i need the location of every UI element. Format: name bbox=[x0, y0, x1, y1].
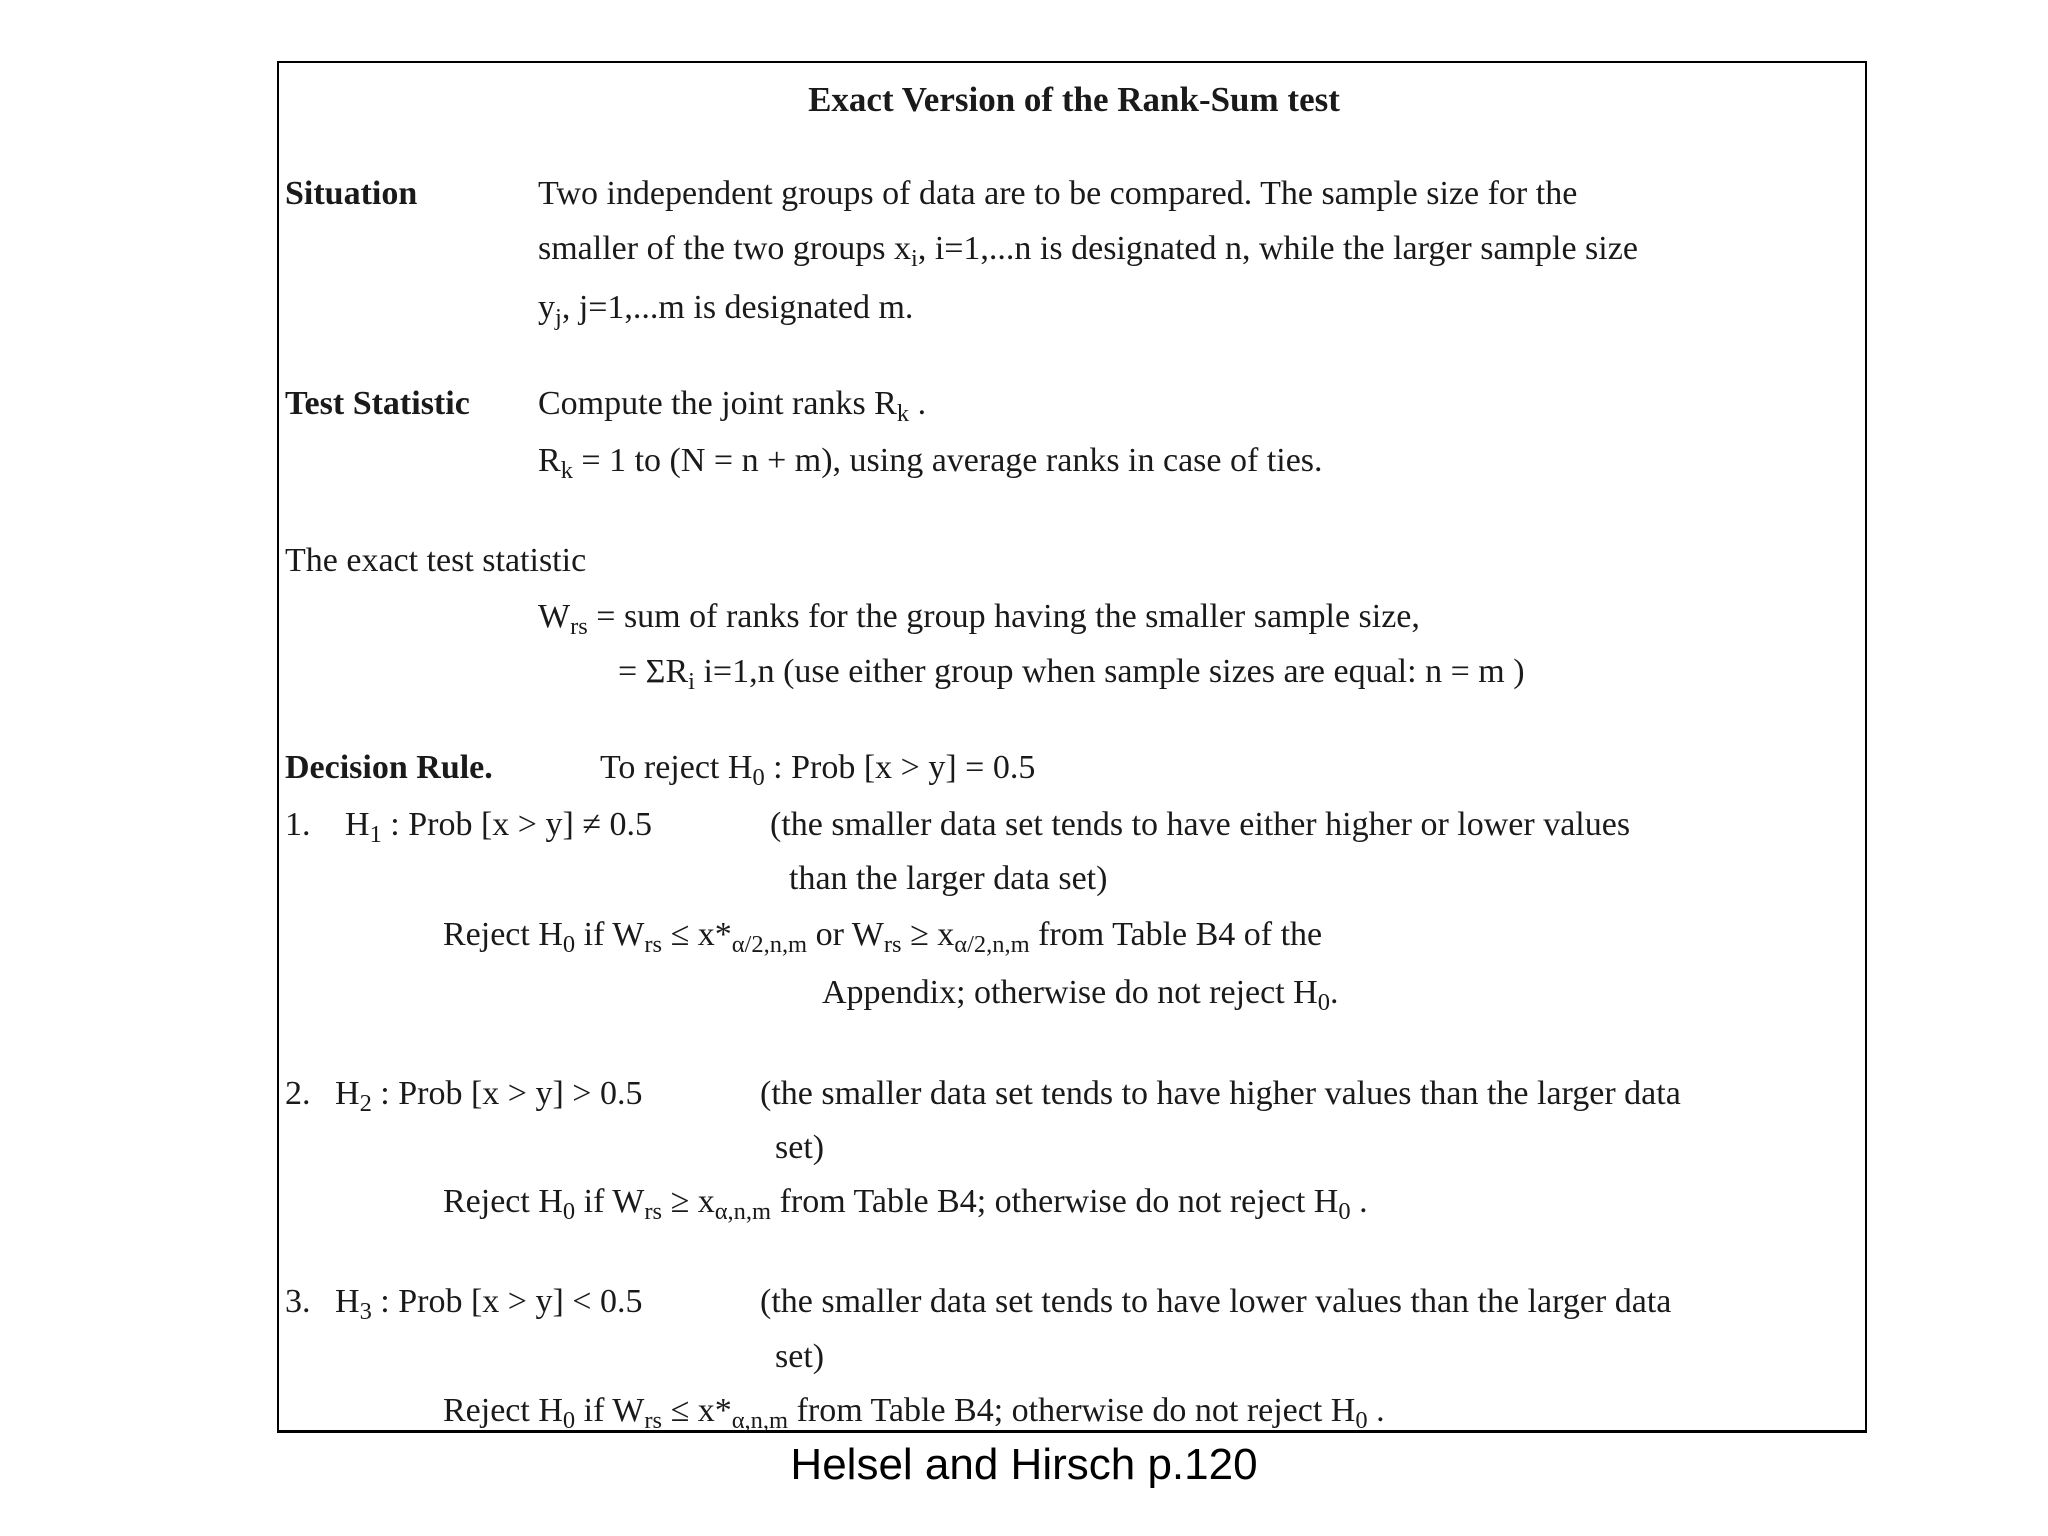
h2-number: 2. bbox=[285, 1075, 311, 1112]
test-statistic-line-1: Compute the joint ranks $R_k$ . bbox=[538, 385, 927, 427]
exact-statistic-label: The exact test statistic bbox=[285, 542, 587, 579]
test-statistic-line-2: $R_k = 1$ to (N = n + m), using average ranks in case of ties. bbox=[538, 442, 1323, 484]
wrs-definition-line: $W_{rs}$ = sum of ranks for the group having the smaller sample size, bbox=[538, 598, 1420, 640]
decision-rule-label: Decision Rule. bbox=[285, 749, 493, 786]
h1-reject-line: Reject $H_0$ if $W_{rs} \le x*_{\alpha/2,n,m}$ or $W_{rs} \ge x_{\alpha/2,n,m}$ from Table B4 of the bbox=[443, 916, 1323, 958]
h3-condition: $H_3$ : Prob [x > y] < 0.5 bbox=[335, 1283, 643, 1325]
h1-number: 1. bbox=[285, 806, 311, 843]
situation-line-1: Two independent groups of data are to be compared. The sample size for the bbox=[538, 175, 1578, 212]
h3-reject-line: Reject $H_0$ if $W_{rs} \le x*_{\alpha,n,m}$ from Table B4; otherwise do not reject $H_0$ . bbox=[443, 1392, 1385, 1434]
h1-description-1: (the smaller data set tends to have either higher or lower values bbox=[770, 806, 1631, 843]
h1-description-2: than the larger data set) bbox=[789, 860, 1108, 897]
h2-reject-line: Reject $H_0$ if $W_{rs} \ge x_{\alpha,n,m}$ from Table B4; otherwise do not reject $H_0$ . bbox=[443, 1183, 1368, 1225]
situation-label: Situation bbox=[285, 175, 418, 212]
h1-condition: $H_1$ : Prob [x > y] ≠ 0.5 bbox=[345, 806, 652, 848]
h2-condition: $H_2$ : Prob [x > y] > 0.5 bbox=[335, 1075, 643, 1117]
decision-null-hypothesis: To reject $H_0$ : Prob [x > y] = 0.5 bbox=[600, 749, 1036, 791]
wrs-sum-line: = $\Sigma R_i$ i=1,n (use either group when sample sizes are equal: n = m ) bbox=[618, 653, 1525, 695]
box-title: Exact Version of the Rank-Sum test bbox=[808, 80, 1340, 119]
test-statistic-label: Test Statistic bbox=[285, 385, 470, 422]
source-caption: Helsel and Hirsch p.120 bbox=[790, 1440, 1258, 1489]
h3-description-2: set) bbox=[775, 1338, 825, 1375]
situation-line-2: smaller of the two groups $x_i$, i=1,...n is designated n, while the larger sample size bbox=[538, 230, 1638, 272]
situation-line-3: $y_j$, j=1,...m is designated m. bbox=[538, 289, 914, 331]
h2-description-2: set) bbox=[775, 1129, 825, 1166]
h1-reject-line-2: Appendix; otherwise do not reject $H_0$. bbox=[822, 974, 1339, 1016]
h3-description-1: (the smaller data set tends to have lower values than the larger data bbox=[760, 1283, 1672, 1320]
h2-description-1: (the smaller data set tends to have higher values than the larger data bbox=[760, 1075, 1681, 1112]
h3-number: 3. bbox=[285, 1283, 311, 1320]
